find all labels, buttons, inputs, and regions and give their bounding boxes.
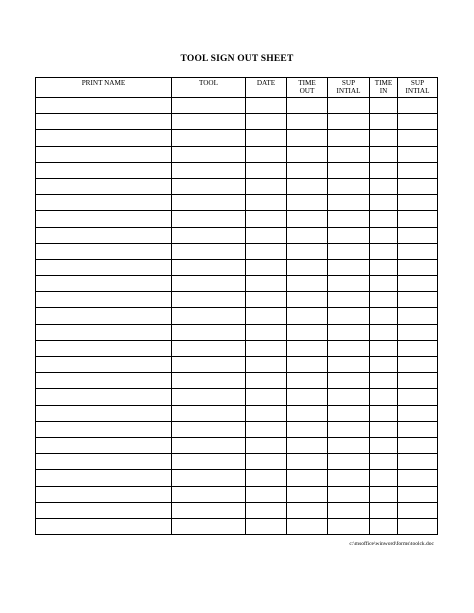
table-cell[interactable] (287, 470, 328, 486)
table-cell[interactable] (287, 162, 328, 178)
table-cell[interactable] (398, 502, 438, 518)
table-cell[interactable] (370, 470, 398, 486)
table-cell[interactable] (398, 195, 438, 211)
table-cell[interactable] (246, 502, 287, 518)
table-cell[interactable] (370, 292, 398, 308)
table-cell[interactable] (172, 454, 246, 470)
table-cell[interactable] (328, 114, 370, 130)
table-cell[interactable] (328, 243, 370, 259)
table-cell[interactable] (328, 259, 370, 275)
col-sup-initial-in-line1: SUP (410, 79, 425, 87)
table-row (36, 292, 438, 308)
table-cell[interactable] (172, 470, 246, 486)
table-row (36, 421, 438, 437)
table-cell[interactable] (370, 454, 398, 470)
col-date-line1: DATE (256, 79, 276, 87)
table-cell[interactable] (398, 243, 438, 259)
table-cell[interactable] (398, 518, 438, 534)
table-cell[interactable] (370, 146, 398, 162)
table-cell[interactable] (36, 357, 172, 373)
table-cell[interactable] (328, 437, 370, 453)
table-cell[interactable] (287, 114, 328, 130)
table-cell[interactable] (246, 486, 287, 502)
table-cell[interactable] (370, 98, 398, 114)
table-cell[interactable] (246, 98, 287, 114)
table-cell[interactable] (370, 227, 398, 243)
table-cell[interactable] (36, 470, 172, 486)
table-cell[interactable] (172, 405, 246, 421)
table-row (36, 98, 438, 114)
table-cell[interactable] (36, 340, 172, 356)
table-cell[interactable] (370, 308, 398, 324)
table-cell[interactable] (172, 389, 246, 405)
table-cell[interactable] (328, 276, 370, 292)
table-cell[interactable] (370, 178, 398, 194)
table-cell[interactable] (328, 502, 370, 518)
table-cell[interactable] (328, 389, 370, 405)
col-tool-line1: TOOL (198, 79, 219, 87)
table-cell[interactable] (36, 178, 172, 194)
table-cell[interactable] (172, 437, 246, 453)
table-row (36, 162, 438, 178)
table-cell[interactable] (36, 454, 172, 470)
table-row (36, 324, 438, 340)
table-cell[interactable] (287, 211, 328, 227)
table-cell[interactable] (370, 421, 398, 437)
table-cell[interactable] (36, 227, 172, 243)
table-row (36, 454, 438, 470)
table-cell[interactable] (172, 146, 246, 162)
table-cell[interactable] (287, 357, 328, 373)
table-cell[interactable] (246, 421, 287, 437)
table-row (36, 486, 438, 502)
table-cell[interactable] (370, 324, 398, 340)
table-row (36, 227, 438, 243)
table-cell[interactable] (246, 292, 287, 308)
col-tool (172, 78, 246, 98)
table-row (36, 211, 438, 227)
table-cell[interactable] (36, 114, 172, 130)
table-cell[interactable] (328, 405, 370, 421)
table-cell[interactable] (287, 195, 328, 211)
table-cell[interactable] (36, 276, 172, 292)
table-cell[interactable] (172, 486, 246, 502)
table-row (36, 276, 438, 292)
table-row (36, 405, 438, 421)
col-time-in-line2: IN (379, 87, 388, 95)
table-cell[interactable] (172, 114, 246, 130)
table-cell[interactable] (36, 324, 172, 340)
table-cell[interactable] (172, 227, 246, 243)
table-cell[interactable] (370, 340, 398, 356)
table-cell[interactable] (328, 292, 370, 308)
table-cell[interactable] (287, 405, 328, 421)
table-cell[interactable] (398, 162, 438, 178)
table-cell[interactable] (246, 389, 287, 405)
table-cell[interactable] (36, 130, 172, 146)
table-row (36, 243, 438, 259)
table-cell[interactable] (36, 502, 172, 518)
table-cell[interactable] (36, 211, 172, 227)
table-cell[interactable] (172, 162, 246, 178)
table-cell[interactable] (287, 178, 328, 194)
table-cell[interactable] (398, 308, 438, 324)
col-sup-initial-out-line2: INTIAL (336, 87, 361, 95)
table-cell[interactable] (398, 340, 438, 356)
table-cell[interactable] (287, 98, 328, 114)
table-cell[interactable] (328, 211, 370, 227)
col-sup-initial-out-line1: SUP (341, 79, 356, 87)
table-cell[interactable] (287, 324, 328, 340)
table-cell[interactable] (370, 357, 398, 373)
table-cell[interactable] (246, 211, 287, 227)
table-cell[interactable] (172, 324, 246, 340)
col-time-in-line1: TIME (374, 79, 393, 87)
table-cell[interactable] (370, 162, 398, 178)
table-cell[interactable] (172, 308, 246, 324)
table-cell[interactable] (36, 437, 172, 453)
table-cell[interactable] (172, 357, 246, 373)
table-cell[interactable] (172, 195, 246, 211)
table-cell[interactable] (246, 259, 287, 275)
table-cell[interactable] (36, 162, 172, 178)
table-cell[interactable] (36, 292, 172, 308)
table-cell[interactable] (370, 437, 398, 453)
table-cell[interactable] (246, 276, 287, 292)
table-cell[interactable] (172, 292, 246, 308)
table-cell[interactable] (370, 502, 398, 518)
table-cell[interactable] (287, 259, 328, 275)
table-row (36, 389, 438, 405)
table-cell[interactable] (36, 421, 172, 437)
table-row (36, 437, 438, 453)
table-cell[interactable] (287, 421, 328, 437)
table-cell[interactable] (370, 211, 398, 227)
table-cell[interactable] (172, 98, 246, 114)
table-cell[interactable] (246, 146, 287, 162)
col-print-name-line1: PRINT NAME (81, 79, 126, 87)
table-cell[interactable] (246, 405, 287, 421)
table-cell[interactable] (398, 389, 438, 405)
table-cell[interactable] (370, 518, 398, 534)
table-cell[interactable] (398, 227, 438, 243)
table-cell[interactable] (328, 162, 370, 178)
table-cell[interactable] (398, 357, 438, 373)
table-cell[interactable] (398, 292, 438, 308)
table-cell[interactable] (246, 162, 287, 178)
table-cell[interactable] (36, 195, 172, 211)
table-cell[interactable] (328, 518, 370, 534)
table-cell[interactable] (172, 340, 246, 356)
col-sup-initial-in-line2: INTIAL (405, 87, 430, 95)
table-cell[interactable] (246, 324, 287, 340)
table-cell[interactable] (328, 340, 370, 356)
table-cell[interactable] (370, 405, 398, 421)
col-date (246, 78, 287, 98)
table-cell[interactable] (36, 389, 172, 405)
table-cell[interactable] (398, 324, 438, 340)
table-cell[interactable] (328, 195, 370, 211)
table-cell[interactable] (246, 518, 287, 534)
table-cell[interactable] (172, 211, 246, 227)
table-cell[interactable] (36, 373, 172, 389)
table-cell[interactable] (328, 373, 370, 389)
header-row (36, 78, 438, 98)
table-row (36, 357, 438, 373)
table-cell[interactable] (246, 454, 287, 470)
table-cell[interactable] (328, 178, 370, 194)
table-row (36, 308, 438, 324)
table-cell[interactable] (246, 195, 287, 211)
table-row (36, 470, 438, 486)
table-cell[interactable] (328, 98, 370, 114)
table-cell[interactable] (246, 340, 287, 356)
table-cell[interactable] (398, 259, 438, 275)
table-cell[interactable] (370, 259, 398, 275)
table-cell[interactable] (398, 114, 438, 130)
table-cell[interactable] (328, 470, 370, 486)
table-row (36, 178, 438, 194)
table-row (36, 146, 438, 162)
table-cell[interactable] (36, 486, 172, 502)
table-cell[interactable] (370, 114, 398, 130)
table-cell[interactable] (398, 437, 438, 453)
col-time-out-line1: TIME (298, 79, 316, 87)
table-cell[interactable] (370, 373, 398, 389)
table-cell[interactable] (398, 211, 438, 227)
table-cell[interactable] (172, 243, 246, 259)
table-cell[interactable] (398, 373, 438, 389)
table-cell[interactable] (172, 276, 246, 292)
table-cell[interactable] (328, 146, 370, 162)
table-cell[interactable] (172, 421, 246, 437)
table-cell[interactable] (246, 308, 287, 324)
table-row (36, 259, 438, 275)
table-cell[interactable] (246, 114, 287, 130)
table-cell[interactable] (36, 146, 172, 162)
table-cell[interactable] (287, 373, 328, 389)
table-cell[interactable] (328, 324, 370, 340)
table-cell[interactable] (328, 130, 370, 146)
table-cell[interactable] (287, 243, 328, 259)
table-cell[interactable] (328, 357, 370, 373)
table-cell[interactable] (36, 98, 172, 114)
table-cell[interactable] (246, 357, 287, 373)
table-cell[interactable] (287, 227, 328, 243)
table-cell[interactable] (36, 308, 172, 324)
table-cell[interactable] (398, 130, 438, 146)
table-cell[interactable] (398, 470, 438, 486)
table-cell[interactable] (370, 389, 398, 405)
table-cell[interactable] (246, 470, 287, 486)
table-body (36, 98, 438, 535)
table-row (36, 502, 438, 518)
table-row (36, 340, 438, 356)
table-cell[interactable] (398, 146, 438, 162)
table-row (36, 373, 438, 389)
table-cell[interactable] (287, 340, 328, 356)
table-cell[interactable] (246, 437, 287, 453)
table-cell[interactable] (246, 243, 287, 259)
table-cell[interactable] (287, 486, 328, 502)
table-cell[interactable] (246, 178, 287, 194)
table-cell[interactable] (172, 130, 246, 146)
table-cell[interactable] (370, 130, 398, 146)
table-cell[interactable] (36, 405, 172, 421)
table-cell[interactable] (172, 518, 246, 534)
table-cell[interactable] (246, 373, 287, 389)
col-print-name (36, 78, 172, 98)
table-cell[interactable] (398, 276, 438, 292)
col-sup-initial-in (398, 78, 438, 98)
table-cell[interactable] (172, 373, 246, 389)
table-cell[interactable] (172, 259, 246, 275)
table-cell[interactable] (287, 308, 328, 324)
table-cell[interactable] (36, 259, 172, 275)
table-cell[interactable] (36, 518, 172, 534)
tool-sign-out-table (35, 77, 438, 535)
table-cell[interactable] (398, 178, 438, 194)
page-title: TOOL SIGN OUT SHEET (180, 54, 294, 64)
col-time-out-line2: OUT (299, 87, 315, 95)
table-cell[interactable] (370, 276, 398, 292)
col-time-out (287, 78, 328, 98)
table-cell[interactable] (328, 421, 370, 437)
table-cell[interactable] (287, 518, 328, 534)
table-cell[interactable] (398, 421, 438, 437)
table-cell[interactable] (328, 486, 370, 502)
table-row (36, 518, 438, 534)
table-cell[interactable] (287, 130, 328, 146)
table-cell[interactable] (36, 243, 172, 259)
table-row (36, 114, 438, 130)
col-time-in (370, 78, 398, 98)
table-row (36, 130, 438, 146)
table-cell[interactable] (172, 502, 246, 518)
table-cell[interactable] (172, 178, 246, 194)
table-cell[interactable] (287, 454, 328, 470)
footer-file-path: c:\msoffice\winword\forms\toolck.doc (349, 541, 434, 547)
table-cell[interactable] (246, 130, 287, 146)
table-cell[interactable] (246, 227, 287, 243)
table-cell[interactable] (398, 405, 438, 421)
table-cell[interactable] (287, 437, 328, 453)
table-cell[interactable] (370, 486, 398, 502)
table-cell[interactable] (287, 389, 328, 405)
table-row (36, 195, 438, 211)
col-sup-initial-out (328, 78, 370, 98)
table-cell[interactable] (398, 454, 438, 470)
table-cell[interactable] (287, 292, 328, 308)
table-cell[interactable] (370, 243, 398, 259)
table-cell[interactable] (328, 308, 370, 324)
table-cell[interactable] (398, 98, 438, 114)
table-cell[interactable] (287, 502, 328, 518)
table-cell[interactable] (398, 486, 438, 502)
table-cell[interactable] (287, 146, 328, 162)
table-cell[interactable] (328, 454, 370, 470)
table-cell[interactable] (328, 227, 370, 243)
table-cell[interactable] (287, 276, 328, 292)
table-cell[interactable] (370, 195, 398, 211)
